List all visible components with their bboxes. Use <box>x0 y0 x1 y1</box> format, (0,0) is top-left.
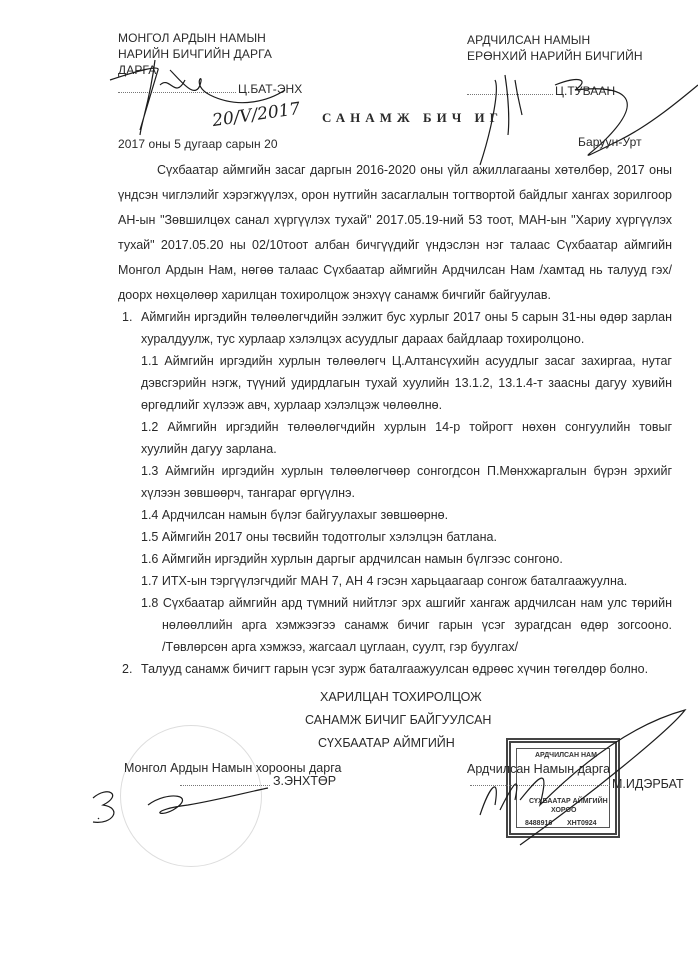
footer-left-signature <box>88 780 288 830</box>
subitem-line: 1.8 Сүхбаатар аймгийн ард түмний нийтлэг эрх ашгийг хангаж ардчилсан нам улс төрийн <box>141 596 672 610</box>
subitem-line: дэвсгэрийн нэгж, түүний удирдлагын тухай хуулийн 13.1.2, 13.1.4-т заасны дагуу хувийн <box>141 376 672 390</box>
item-line: хуралдуулж, тус хурлаар хэлэлцэх асуудлыг дараах байдлаар тохиролцоно. <box>141 332 585 346</box>
subitem-line: 1.3 Аймгийн иргэдийн хурлын төлөөлөгчөөр сонгогдсон П.Мөнхжаргалын бүрэн эрхийг <box>141 464 672 478</box>
subitem-line: 1.2 Аймгийн иргэдийн төлөөлөгчдийн хурлын 14-р тойрогт нөхөн сонгуулийн товыг <box>141 420 672 434</box>
stamp-code-left: 8488916 <box>525 820 553 827</box>
left-footer-name: З.ЭНХТӨР <box>273 774 337 788</box>
closing-line: САНАМЖ БИЧИГ БАЙГУУЛСАН <box>305 713 492 727</box>
subitem-line: хуулийн дагуу зарлана. <box>141 442 277 456</box>
left-header-line-3: ДАРГА <box>118 63 157 77</box>
subitem-line: 1.4 Ардчилсан намын бүлэг байгуулахыг зөвшөөрнө. <box>141 508 449 522</box>
stamp-bottom-text: ХОРОО <box>551 807 577 814</box>
subitem-line: нөлөөллийн арга хэмжээгээ санамж бичиг гарын үсэг зурагдсан өдөр зогсооно. <box>162 618 672 632</box>
subitem-line: 1.7 ИТХ-ын тэргүүлэгчдийг МАН 7, АН 4 гэсэн харьцаагаар сонгож баталгаажуулна. <box>141 574 628 588</box>
left-header-line-2: НАРИЙН БИЧГИЙН ДАРГА <box>118 47 273 61</box>
right-signatory: Ц.ТУВААН <box>555 84 616 98</box>
item-line: Аймгийн иргэдийн төлөөлөгчдийн ээлжит бус хурлыг 2017 оны 5 сарын 31-ны өдөр зарлан <box>141 310 672 324</box>
left-footer-role: Монгол Ардын Намын хорооны дарга <box>124 761 342 775</box>
left-signatory: Ц.БАТ-ЭНХ <box>238 82 303 96</box>
document-place: Баруун-Урт <box>578 135 642 149</box>
item-number: 2. <box>122 662 133 676</box>
right-header-line-1: АРДЧИЛСАН НАМЫН <box>467 33 591 47</box>
intro-line: тухай" 2017.05.20 ны 02/10тоот албан бичгүүдийг үндэслэн нэг талаас Сүхбаатар аймгийн <box>118 238 672 252</box>
subitem-line: өргөдлийг хүлээж авч, хурлаар хэлэлцэж чөлөөлнө. <box>141 398 443 412</box>
subitem-line: 1.1 Аймгийн иргэдийн хурлын төлөөлөгч Ц.Алтансүхийн асуудлыг засаг захиргаа, нутаг <box>141 354 672 368</box>
left-header-line-1: МОНГОЛ АРДЫН НАМЫН <box>118 31 266 45</box>
right-signature <box>470 45 698 175</box>
stamp-top-text: АРДЧИЛСАН НАМ <box>535 752 597 759</box>
subitem-line: 1.6 Аймгийн иргэдийн хурлын даргыг ардчилсан намын бүлгээс сонгоно. <box>141 552 563 566</box>
stamp-middle-text: СҮХБААТАР АЙМГИЙН <box>529 798 608 805</box>
right-header-line-2: ЕРӨНХИЙ НАРИЙН БИЧГИЙН <box>467 49 643 63</box>
document-title: САНАМЖ БИЧ ИГ <box>322 110 503 125</box>
intro-line: үндсэн чиглэлийг хэрэгжүүлэх, орон нутгийн засаглалын тогтвортой байдлыг хангах зорилгоор <box>118 188 672 202</box>
left-signature <box>100 40 303 140</box>
item-line: Талууд санамж бичигт гарын үсэг зурж баталгаажуулсан өдрөөс хүчин төгөлдөр болно. <box>141 662 649 676</box>
handwritten-date: 20/V/2017 <box>211 98 302 132</box>
intro-line: Монгол Ардын Нам, нөгөө талаас Сүхбаатар аймгийн Ардчилсан Нам /хамтад нь талууд гэх/ <box>118 263 672 277</box>
closing-line: СҮХБААТАР АЙМГИЙН <box>318 736 455 750</box>
intro-line: АН-ын "Зөвшилцөх санал хүргүүлэх тухай" 2017.05.19-ний 53 тоот, МАН-ын "Хариу хүргүүлэх <box>118 213 672 227</box>
subitem-line: хүлээн зөвшөөрч, тангараг өргүүлнэ. <box>141 486 355 500</box>
intro-line: Сүхбаатар аймгийн засаг даргын 2016-2020 оны үйл ажиллагааны хөтөлбөр, 2017 оны <box>157 163 672 177</box>
document-date: 2017 оны 5 дугаар сарын 20 <box>118 137 278 151</box>
subitem-line: /Төвлөрсөн арга хэмжээ, жагсаал цуглаан, суулт, гэр буулгах/ <box>162 640 519 654</box>
item-number: 1. <box>122 310 133 324</box>
right-footer-name: М.ИДЭРБАТ <box>612 777 684 791</box>
closing-line: ХАРИЛЦАН ТОХИРОЛЦОЖ <box>320 690 482 704</box>
footer-right-signature <box>470 705 690 855</box>
subitem-line: 1.5 Аймгийн 2017 оны төсвийн тодотголыг хэлэлцэн батлана. <box>141 530 497 544</box>
stamp-code-right: ХНТ0924 <box>567 820 597 827</box>
right-footer-role: Ардчилсан Намын дарга <box>467 762 611 776</box>
intro-line: доорх нөхцөлөөр харилцан тохиролцож энэхүү санамж бичгийг байгуулав. <box>118 288 551 302</box>
